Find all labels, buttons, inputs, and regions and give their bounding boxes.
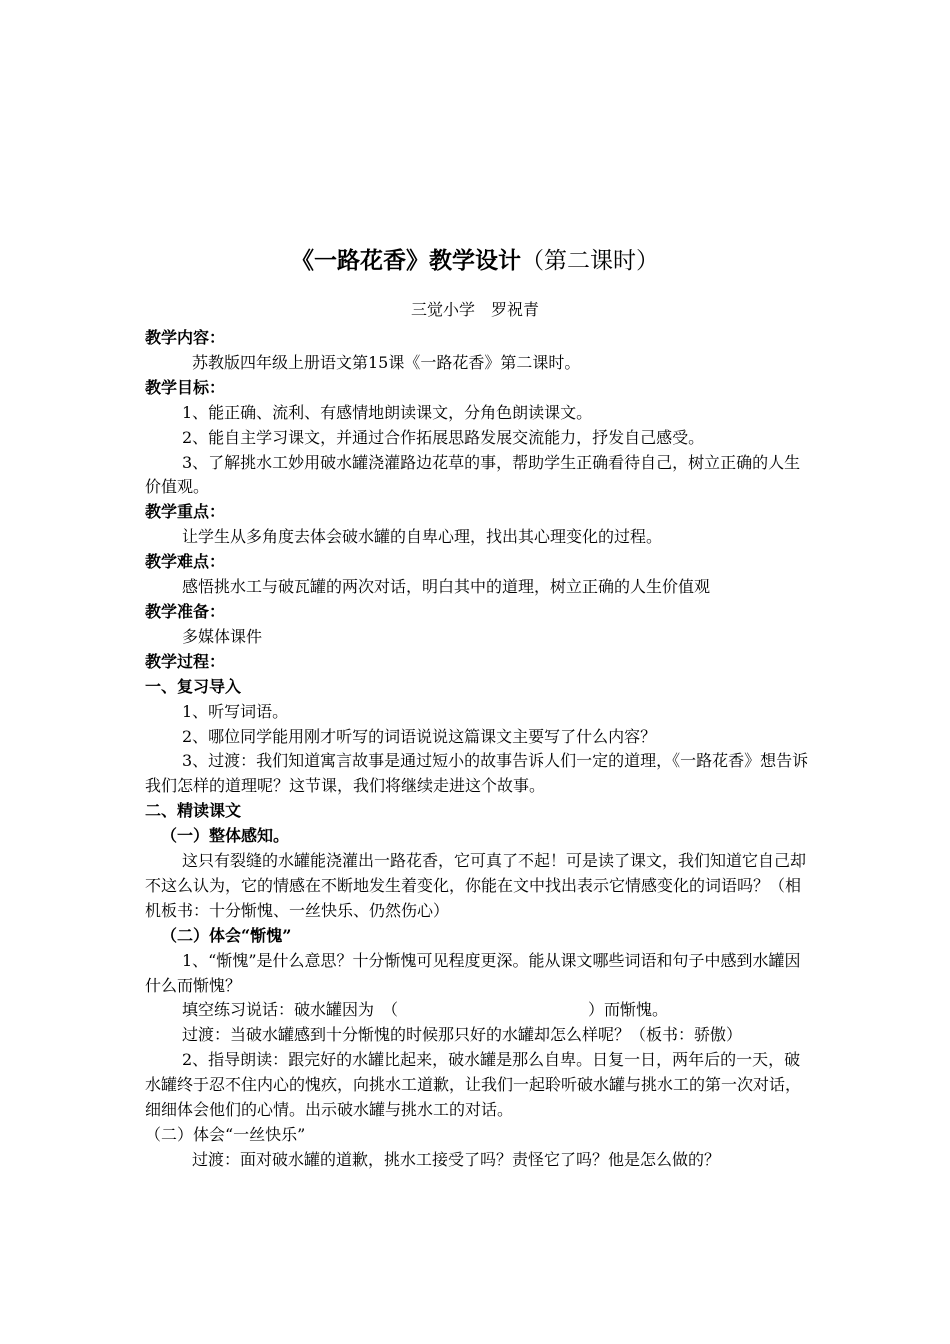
author-line: 三觉小学 罗祝青 [410,300,539,319]
paragraph: 这只有裂缝的水罐能浇灌出一路花香，它可真了不起！可是读了课文，我们知道它自己却不这么认为，它的情感在不断地发生着变化，你能在文中找出表示它情感变化的词语吗？（相机板书：十分惭愧、一丝快乐、仍然伤心） [145,851,807,920]
goal-item: 3、了解挑水工妙用破水罐浇灌路边花草的事，帮助学生正确看待自己，树立正确的人生价值观。 [145,452,801,497]
goal-item: 1、能正确、流利、有感情地朗读课文，分角色朗读课文。 [182,402,593,422]
fill-after: ）而惭愧。 [588,1000,669,1020]
prep-text: 多媒体课件 [182,626,263,646]
content-text: 苏教版四年级上册语文第15课《一路花香》第二课时。 [192,352,581,372]
process-item: 3、过渡：我们知道寓言故事是通过短小的故事告诉人们一定的道理，《一路花香》想告诉我们怎样的道理呢？这节课，我们将继续走进这个故事。 [145,751,809,796]
paragraph: 过渡：面对破水罐的道歉，挑水工接受了吗？责怪它了吗？他是怎么做的？ [192,1149,721,1169]
difficulty-heading: 教学难点： [145,552,226,572]
subsection-heading: （一）整体感知。 [161,826,290,846]
title-suffix: （第二课时） [521,248,659,274]
goal-item: 2、能自主学习课文，并通过合作拓展思路发展交流能力，抒发自己感受。 [182,427,705,447]
process-item: 2、哪位同学能用刚才听写的词语说说这篇课文主要写了什么内容？ [182,726,657,746]
goals-heading: 教学目标： [145,377,226,397]
paragraph: 2、指导朗读：跟完好的水罐比起来，破水罐是那么自卑。日复一日，两年后的一天，破水罐终于忍不住内心的愧疚，向挑水工道歉，让我们一起聆听破水罐与挑水工的第一次对话，细细体会他们的心情。出示破水罐与挑水工的对话。 [145,1050,802,1120]
prep-heading: 教学准备： [145,601,226,621]
key-heading: 教学重点： [145,502,226,522]
subsection-heading: （二）体会“一丝快乐” [145,1125,306,1144]
key-text: 让学生从多角度去体会破水罐的自卑心理，找出其心理变化的过程。 [182,527,663,547]
content-heading: 教学内容： [145,328,226,347]
process-heading: 教学过程： [145,651,226,671]
subsection-heading: （二）体会“惭愧” [161,925,292,945]
section-heading: 一、复习导入 [145,676,242,696]
difficulty-text: 感悟挑水工与破瓦罐的两次对话，明白其中的道理，树立正确的人生价值观 [182,577,711,597]
process-item: 1、听写词语。 [182,701,289,721]
fill-before: 填空练习说话：破水罐因为 （ [182,1000,399,1020]
paragraph: 过渡：当破水罐感到十分惭愧的时候那只好的水罐却怎么样呢？（板书：骄傲） [182,1025,743,1045]
document-title [0,244,950,278]
section-heading: 二、精读课文 [145,801,242,821]
document-body [145,326,810,1173]
title-main: 《一路花香》教学设计 [291,247,521,274]
paragraph: 1、“惭愧”是什么意思？十分惭愧可见程度更深。能从课文哪些词语和句子中感到水罐因什么而惭愧？ [145,950,801,995]
fill-blank-line [145,998,810,1023]
